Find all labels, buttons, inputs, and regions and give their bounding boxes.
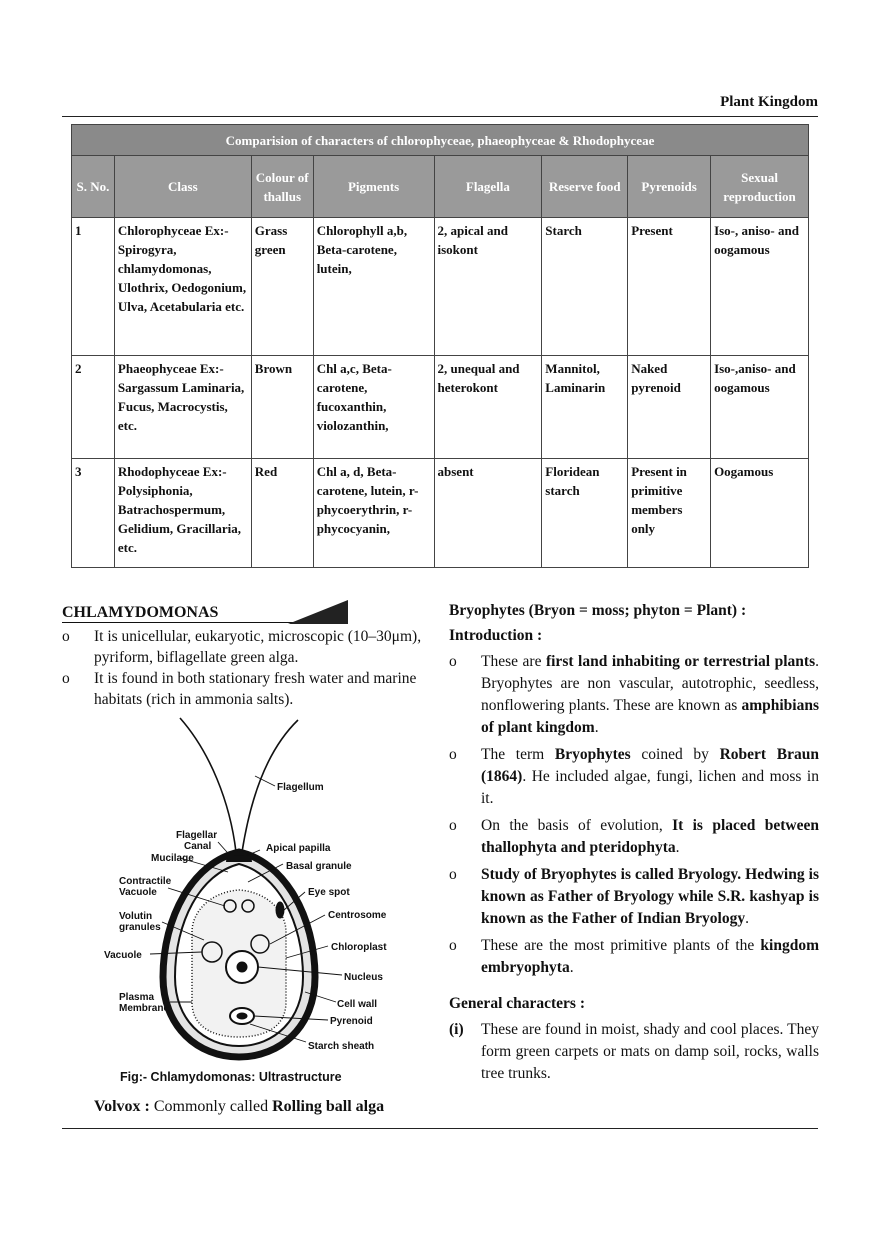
table-cell: 3 (72, 459, 115, 568)
list-item: o It is found in both stationary fresh water and marine habitats (rich in ammonia salts). (62, 670, 417, 708)
diagram-label: Vacuole (119, 887, 157, 898)
list-item: o On the basis of evolution, It is placed between thallophyta and pteridophyta. (449, 817, 819, 856)
table-cell: absent (434, 459, 542, 568)
chlamydomonas-diagram (100, 712, 400, 1092)
diagram-label: Nucleus (344, 972, 383, 983)
diagram-label: Flagellar (176, 830, 218, 841)
diagram-label: Contractile (119, 876, 172, 887)
table-header-cell: Colour of thallus (251, 156, 313, 218)
list-item: (i) These are found in moist, shady and cool places. They form green carpets or mats on damp soil, rocks, walls tree trunks. (449, 1021, 819, 1082)
table-cell: Rhodophyceae Ex:-Polysiphonia, Batrachospermum, Gelidium, Gracillaria, etc. (114, 459, 251, 568)
section-heading-label: CHLAMYDOMONAS (62, 604, 219, 621)
subsection-title: Introduction : (449, 627, 543, 644)
diagram-label: Centrosome (328, 910, 387, 921)
diagram-label: Membrane (119, 1003, 170, 1014)
table-cell: 2 (72, 356, 115, 459)
table-cell: Chlorophyll a,b, Beta-carotene, lutein, (313, 218, 434, 356)
table-cell: Naked pyrenoid (628, 356, 711, 459)
diagram-label: Pyrenoid (330, 1016, 373, 1027)
list-item: o These are the most primitive plants of the kingdom embryophyta. (449, 937, 819, 976)
table-cell: Iso-,aniso- and oogamous (711, 356, 809, 459)
table-row (72, 459, 809, 568)
list-item: o It is unicellular, eukaryotic, microscopic (10–30μm), pyriform, biflagellate green alga. (62, 628, 422, 666)
table-cell: Mannitol, Laminarin (542, 356, 628, 459)
table-caption: Comparision of characters of chlorophyceae, phaeophyceae & Rhodophyceae (72, 125, 809, 156)
section-heading (62, 600, 434, 626)
diagram-label: granules (119, 922, 161, 933)
table-row (72, 218, 809, 356)
table-cell: 2, unequal and heterokont (434, 356, 542, 459)
table-cell: 2, apical and isokont (434, 218, 542, 356)
bryophytes-section (449, 600, 819, 1090)
diagram-label: Apical papilla (266, 843, 331, 854)
table-header-cell: Sexual reproduction (711, 156, 809, 218)
table-cell: 1 (72, 218, 115, 356)
diagram-label: Eye spot (308, 887, 350, 898)
list-item: o Study of Bryophytes is called Bryology. Hedwing is known as Father of Bryology while S.R. kashyap is known as the Father of Indian Bryology. (449, 866, 819, 927)
diagram-label: Plasma (119, 992, 155, 1003)
diagram-label: Mucilage (151, 853, 194, 864)
table-cell: Floridean starch (542, 459, 628, 568)
table-cell: Present (628, 218, 711, 356)
table-header-cell: Pyrenoids (628, 156, 711, 218)
table-row (72, 356, 809, 459)
figure-caption: Fig:- Chlamydomonas: Ultrastructure (120, 1070, 342, 1084)
table-cell: Chl a,c, Beta-carotene, fucoxanthin, violozanthin, (313, 356, 434, 459)
table-cell: Chl a, d, Beta-carotene, lutein, r-phycoerythrin, r-phycocyanin, (313, 459, 434, 568)
table-header-cell: Class (114, 156, 251, 218)
chlamydomonas-section (62, 600, 434, 710)
header-rule (62, 116, 818, 117)
table-cell: Grass green (251, 218, 313, 356)
page-header-title: Plant Kingdom (720, 94, 818, 110)
table-cell: Phaeophyceae Ex:- Sargassum Laminaria, Fucus, Macrocystis, etc. (114, 356, 251, 459)
table-header-cell: S. No. (72, 156, 115, 218)
table-cell: Present in primitive members only (628, 459, 711, 568)
diagram-label: Canal (184, 841, 212, 852)
diagram-label: Flagellum (277, 782, 324, 793)
diagram-label: Basal granule (286, 861, 352, 872)
table-cell: Red (251, 459, 313, 568)
table-header-cell: Pigments (313, 156, 434, 218)
diagram-label: Chloroplast (331, 942, 387, 953)
table-header-cell: Reserve food (542, 156, 628, 218)
subsection-title: General characters : (449, 995, 585, 1012)
list-item: o The term Bryophytes coined by Robert Braun (1864). He included algae, fungi, lichen and moss in it. (449, 746, 819, 807)
footer-rule (62, 1128, 818, 1129)
table-cell: Oogamous (711, 459, 809, 568)
table-cell: Chlorophyceae Ex:- Spirogyra, chlamydomonas, Ulothrix, Oedogonium, Ulva, Acetabularia etc. (114, 218, 251, 356)
comparison-table (71, 124, 809, 568)
table-cell: Brown (251, 356, 313, 459)
table-cell: Starch (542, 218, 628, 356)
diagram-label: Vacuole (104, 950, 142, 961)
list-item: o These are first land inhabiting or terrestrial plants. Bryophytes are non vascular, autotrophic, seedless, nonflowering plants. These are known as amphibians of plant kingdom. (449, 653, 819, 736)
table-cell: Iso-, aniso- and oogamous (711, 218, 809, 356)
section-title: Bryophytes (Bryon = moss; phyton = Plant) : (449, 602, 747, 619)
diagram-label: Cell wall (337, 999, 378, 1010)
diagram-label: Starch sheath (308, 1041, 375, 1052)
volvox-note: Volvox : Commonly called Rolling ball alga (94, 1098, 385, 1115)
diagram-label: Volutin (119, 911, 153, 922)
heading-wedge-decoration (288, 600, 348, 624)
table-header-cell: Flagella (434, 156, 542, 218)
